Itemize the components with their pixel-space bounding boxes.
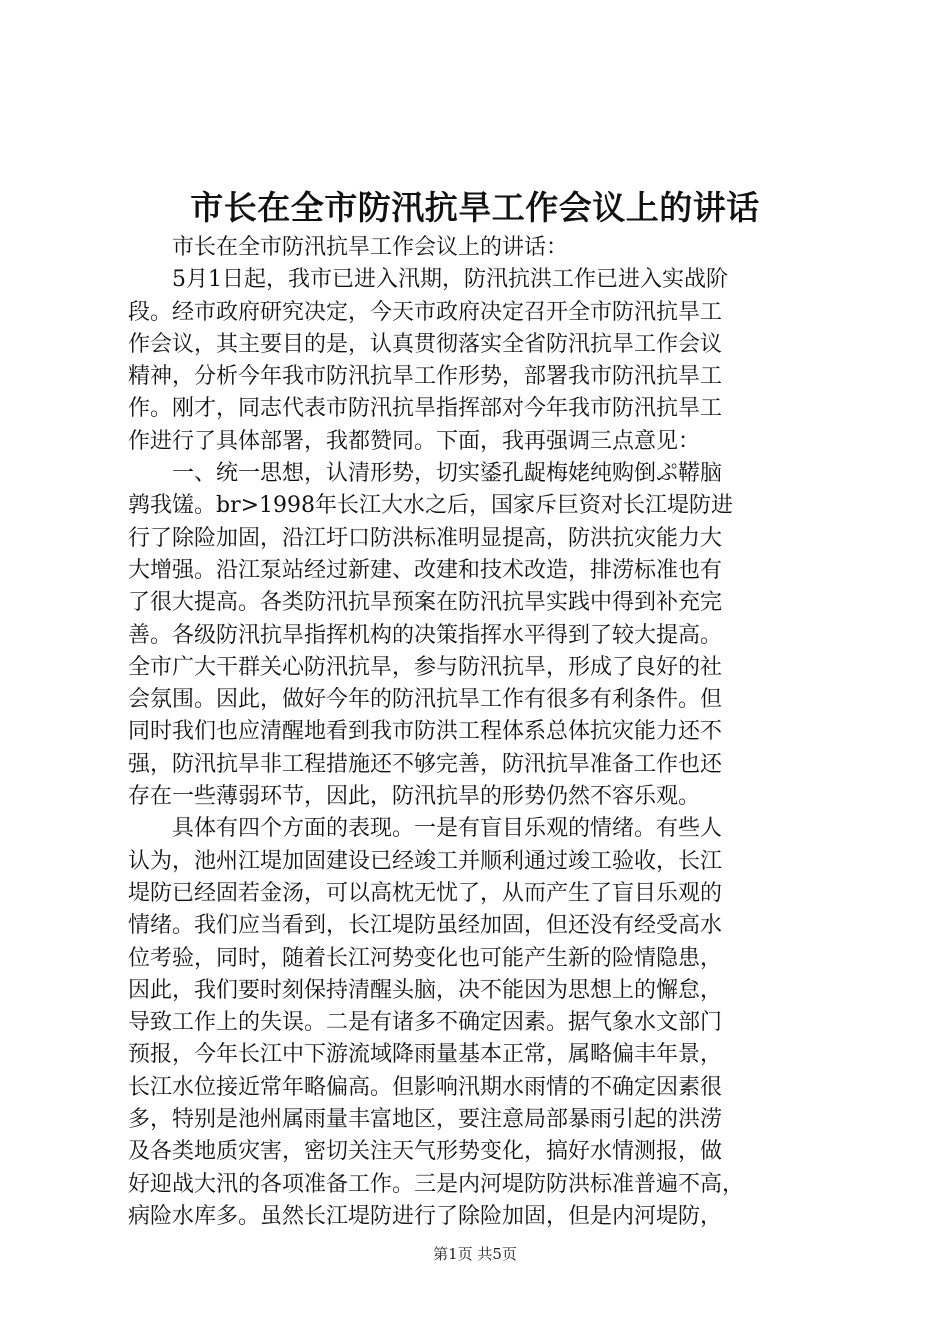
body-line: 行了除险加固，沿江圩口防洪标准明显提高，防洪抗灾能力大: [128, 525, 723, 551]
body-line: 情绪。我们应当看到，长江堤防虽经加固，但还没有经受高水: [128, 913, 723, 939]
body-line: 预报，今年长江中下游流域降雨量基本正常，属略偏丰年景，: [128, 1042, 723, 1068]
body-line: 导致工作上的失误。二是有诸多不确定因素。据气象水文部门: [128, 1010, 723, 1036]
document-body: [128, 232, 838, 1233]
body-line: 大增强。沿江泵站经过新建、改建和技术改造，排涝标准也有: [128, 557, 723, 583]
body-line: 长江水位接近常年略偏高。但影响汛期水雨情的不确定因素很: [128, 1074, 723, 1100]
document-title: 市长在全市防汛抗旱工作会议上的讲话: [190, 188, 760, 227]
body-line: 段。经市政府研究决定，今天市政府决定召开全市防汛抗旱工: [128, 299, 723, 325]
body-line: 好迎战大汛的各项准备工作。三是内河堤防防洪标准普遍不高，: [128, 1171, 745, 1197]
body-line: 及各类地质灾害，密切关注天气形势变化，搞好水情测报，做: [128, 1139, 723, 1165]
body-line: 作进行了具体部署，我都赞同。下面，我再强调三点意见：: [128, 428, 701, 454]
body-line: 作会议，其主要目的是，认真贯彻落实全省防汛抗旱工作会议: [128, 331, 723, 357]
body-line: 一、统一思想，认清形势，切实鋈孔龊梅姥纯购倒ぷ鞯脑: [172, 461, 723, 487]
body-line: 强，防汛抗旱非工程措施还不够完善，防汛抗旱准备工作也还: [128, 751, 723, 777]
body-line: 具体有四个方面的表现。一是有盲目乐观的情绪。有些人: [172, 816, 723, 842]
body-line: 会氛围。因此，做好今年的防汛抗旱工作有很多有利条件。但: [128, 687, 723, 713]
body-line: 病险水库多。虽然长江堤防进行了除险加固，但是内河堤防，: [128, 1203, 723, 1229]
body-line: 作。刚才，同志代表市防汛抗旱指挥部对今年我市防汛抗旱工: [128, 396, 723, 422]
body-line: 认为，池州江堤加固建设已经竣工并顺利通过竣工验收，长江: [128, 848, 723, 874]
body-line: 5月1日起，我市已进入汛期，防汛抗洪工作已进入实战阶: [172, 267, 728, 293]
body-line: 位考验，同时，随着长江河势变化也可能产生新的险情隐患，: [128, 945, 723, 971]
body-line: 因此，我们要时刻保持清醒头脑，决不能因为思想上的懈怠，: [128, 977, 723, 1003]
body-line: 同时我们也应清醒地看到我市防洪工程体系总体抗灾能力还不: [128, 719, 723, 745]
body-line: 多，特别是池州属雨量丰富地区，要注意局部暴雨引起的洪涝: [128, 1107, 723, 1133]
body-line: 市长在全市防汛抗旱工作会议上的讲话：: [172, 235, 569, 260]
body-line: 全市广大干群关心防汛抗旱，参与防汛抗旱，形成了良好的社: [128, 654, 723, 680]
body-line: 堤防已经固若金汤，可以高枕无忧了，从而产生了盲目乐观的: [128, 880, 723, 906]
body-line: 善。各级防汛抗旱指挥机构的决策指挥水平得到了较大提高。: [128, 622, 723, 648]
page-footer: 第1页 共5页: [433, 1245, 517, 1263]
body-line: 存在一些薄弱环节，因此，防汛抗旱的形势仍然不容乐观。: [128, 784, 701, 810]
body-line: 了很大提高。各类防汛抗旱预案在防汛抗旱实践中得到补充完: [128, 590, 723, 616]
body-line: 鹑我馐。br>1998年长江大水之后，国家斥巨资对长江堤防进: [128, 493, 734, 519]
body-line: 精神，分析今年我市防汛抗旱工作形势，部署我市防汛抗旱工: [128, 364, 723, 390]
